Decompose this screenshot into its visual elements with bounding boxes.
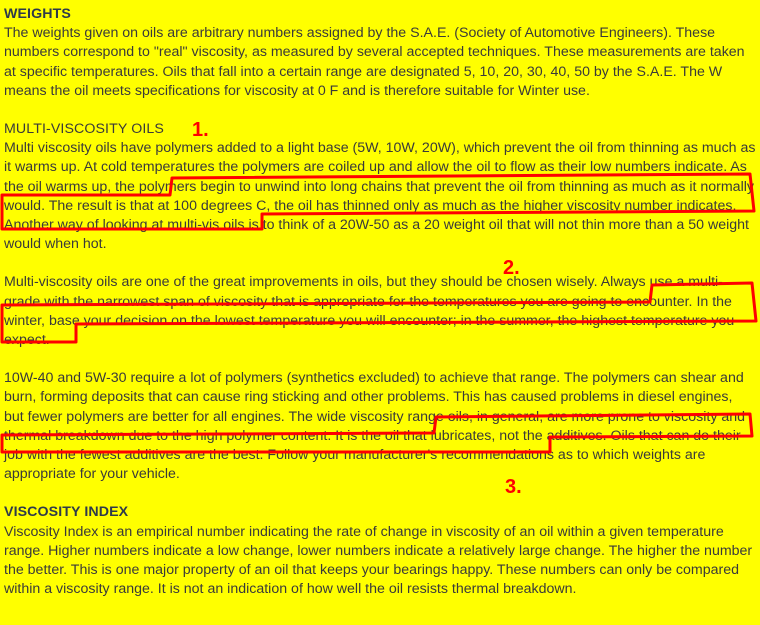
annotation-marker-3: 3. xyxy=(505,476,522,498)
highlight-3-text: The wide viscosity range oils, in general, are more prone to viscosity and thermal breakdown due to the high polymer content. xyxy=(4,408,746,444)
viscosity-index-paragraph: Viscosity Index is an empirical number indicating the rate of change in viscosity of an oil within a given temperature range. Higher numbers indicate a low change, lower numbers indicate a relatively large change. The higher the number the better. This is one major property of an oil that keeps your bearings happy. These numbers can only be compared within a viscosity range. It is not an indication of how well the oil resists thermal breakdown. xyxy=(4,523,753,598)
p3-text-after: It is the oil that lubricates, not the additives. Oils that can do their job with the fewest additives are the best. Follow your manufacturer's recommendations as to which weights are appropriate for your vehicle. xyxy=(4,427,741,483)
p2-text-before: Multi-viscosity oils are one of the great improvements in oils, but they should be chosen wisely. xyxy=(4,274,598,291)
highlight-2-text: Always use a multi-grade with the narrowest span of viscosity that is appropriate for the temperatures you are going to encounter. xyxy=(4,274,723,310)
annotation-marker-1: 1. xyxy=(192,119,209,141)
multi-viscosity-paragraph-3 xyxy=(4,369,756,484)
document xyxy=(4,5,756,599)
p1-text-after: The result is that at 100 degrees C, the oil has thinned only as much as the higher viscosity number indicates. Another way of looking at multi-vis oils is to think of a 20W-50 as a 20 weight oil that will not thin more than a 50 weight would when hot. xyxy=(4,197,749,253)
annotation-marker-2: 2. xyxy=(503,257,520,279)
multi-viscosity-heading: MULTI-VISCOSITY OILS xyxy=(4,121,164,138)
p2-text-after: In the winter, base your decision on the lowest temperature you will encounter; in the summer, the highest temperature you expect. xyxy=(4,293,735,349)
p3-text-before: 10W-40 and 5W-30 require a lot of polymers (synthetics excluded) to achieve that range. The polymers can shear and burn, forming deposits that can cause ring sticking and other problems. This has caused problems in diesel engines, but fewer polymers are better for all engines. xyxy=(4,370,744,425)
multi-viscosity-paragraph-1 xyxy=(4,139,756,254)
p1-text-before: Multi viscosity oils have polymers added to a light base (5W, 10W, 20W), which prevent the oil from thinning as much as it warms up. xyxy=(4,140,756,176)
highlight-1-text: At cold temperatures the polymers are coiled up and allow the oil to flow as their low numbers indicate. As the oil warms up, the polymers begin to unwind into long chains that prevent the oil from thinning as much as it normally would. xyxy=(4,159,754,214)
multi-viscosity-paragraph-2 xyxy=(4,273,756,350)
viscosity-index-heading: VISCOSITY INDEX xyxy=(4,504,129,521)
weights-paragraph: The weights given on oils are arbitrary numbers assigned by the S.A.E. (Society of Automotive Engineers). These numbers correspond to "real" viscosity, as measured by several accepted techniques. These measurements are taken at specific temperatures. Oils that fall into a certain range are designated 5, 10, 20, 30, 40, 50 by the S.A.E. The W means the oil meets specifications for viscosity at 0 F and is therefore suitable for Winter use. xyxy=(4,25,745,99)
weights-heading: WEIGHTS xyxy=(4,6,71,22)
